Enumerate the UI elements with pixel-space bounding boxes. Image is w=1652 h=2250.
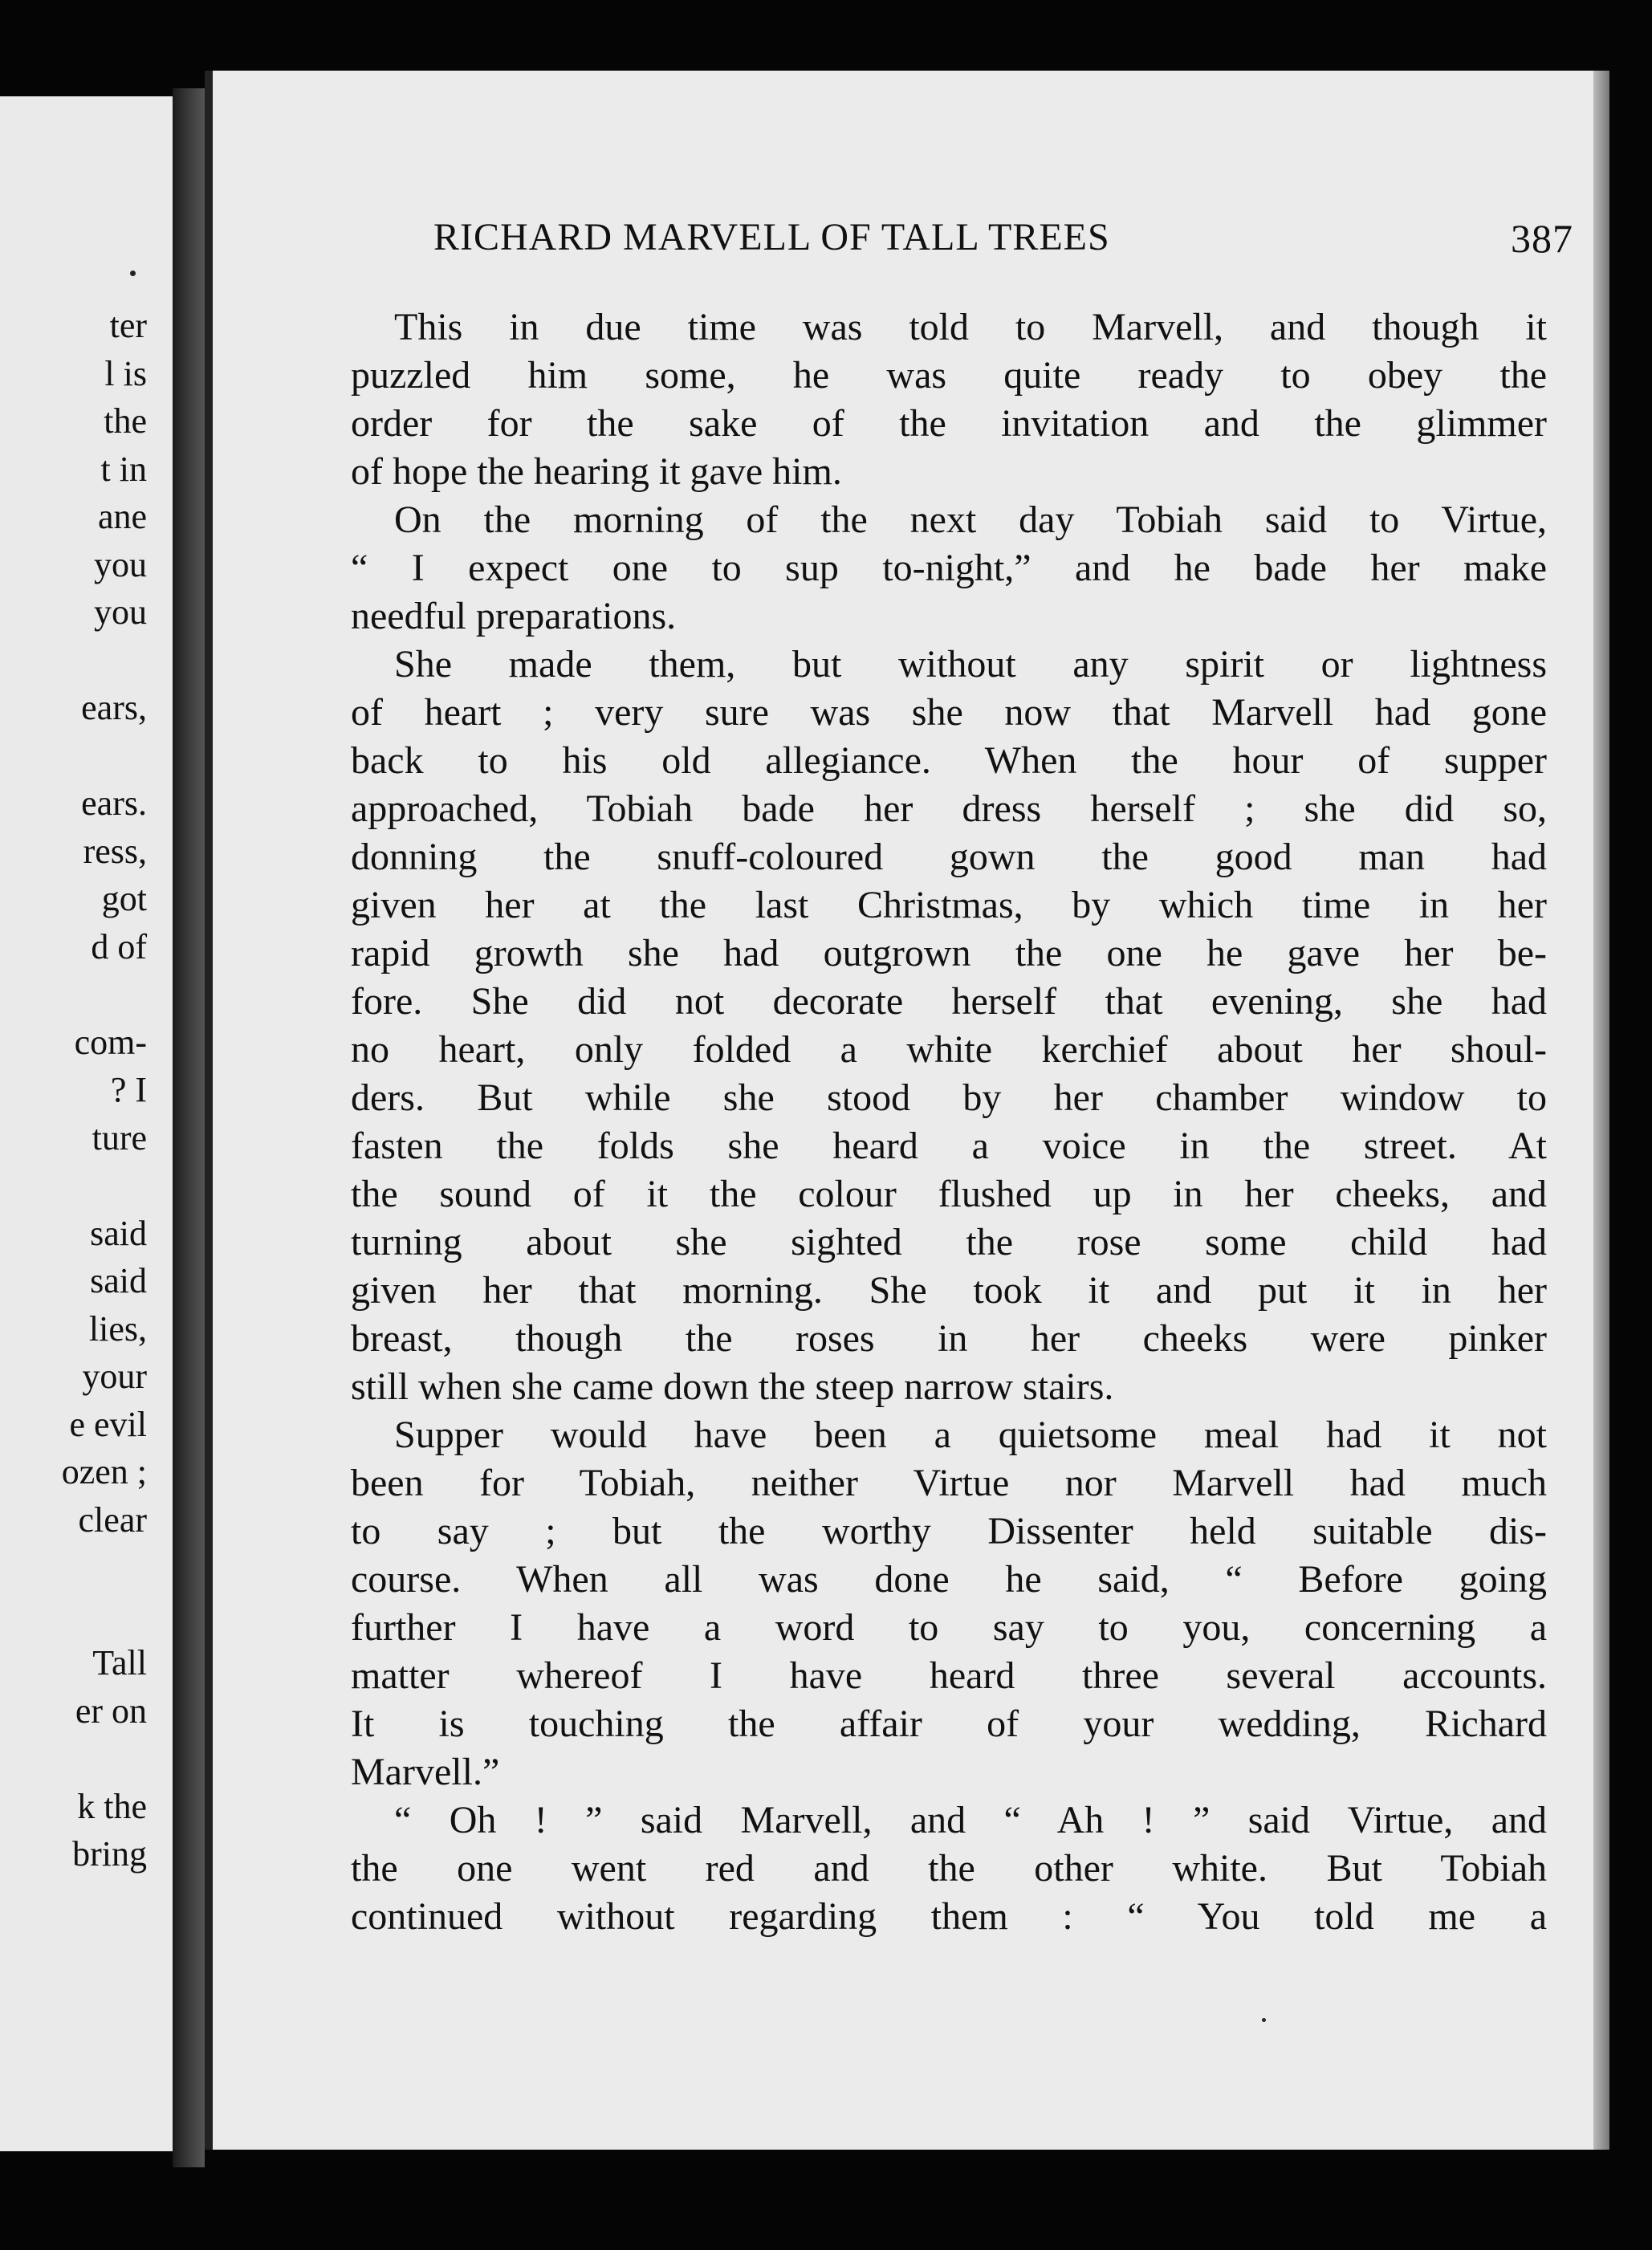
previous-page-line-fragment: ? I [110, 1070, 147, 1109]
text-line: order for the sake of the invitation and the glimmer [351, 402, 1547, 445]
previous-page-line-fragment: said [90, 1213, 147, 1253]
previous-page-line-fragment: ears. [81, 783, 147, 823]
text-line: breast, though the roses in her cheeks were pinker [351, 1317, 1547, 1360]
previous-page-line-fragment: ears, [81, 688, 147, 727]
text-line: been for Tobiah, neither Virtue nor Marvell had much [351, 1462, 1547, 1504]
text-line: given her at the last Christmas, by which time in her [351, 884, 1547, 926]
previous-page-line-fragment: clear [78, 1499, 147, 1540]
previous-page-line-fragment: com- [74, 1022, 147, 1062]
text-line: approached, Tobiah bade her dress herself ; she did so, [351, 787, 1547, 830]
text-line: matter whereof I have heard three several accounts. [351, 1654, 1547, 1697]
previous-page-line-fragment: l is [104, 353, 147, 393]
previous-page-line-fragment: ane [97, 497, 147, 536]
text-line: fasten the folds she heard a voice in the street. At [351, 1125, 1547, 1167]
previous-page-line-fragment: t in [100, 449, 147, 489]
text-line: She made them, but without any spirit or lightness [394, 643, 1547, 686]
book-gutter [173, 88, 205, 2167]
previous-page-line-fragment: bring [72, 1834, 147, 1874]
previous-page-line-fragment: you [94, 592, 147, 632]
previous-page-line-fragment: er on [75, 1691, 147, 1731]
text-line: This in due time was told to Marvell, and though it [394, 306, 1547, 348]
previous-page-line-fragment: k the [77, 1786, 147, 1826]
text-line: needful preparations. [351, 595, 677, 637]
previous-page-line-fragment: the [104, 401, 147, 441]
text-line: given her that morning. She took it and put it in her [351, 1269, 1547, 1312]
previous-page-line-fragment: lies, [88, 1308, 147, 1349]
previous-page-line-fragment: d of [91, 926, 147, 966]
page-edge [1593, 71, 1609, 2150]
text-line: Supper would have been a quietsome meal had it not [394, 1414, 1547, 1456]
text-line: of heart ; very sure was she now that Marvell had gone [351, 691, 1547, 734]
text-line: to say ; but the worthy Dissenter held suitable dis- [351, 1510, 1547, 1552]
text-line: It is touching the affair of your wedding, Richard [351, 1703, 1547, 1745]
text-line: “ Oh ! ” said Marvell, and “ Ah ! ” said Virtue, and [394, 1799, 1547, 1841]
text-line: back to his old allegiance. When the hour of supper [351, 739, 1547, 782]
text-line: rapid growth she had outgrown the one he gave her be- [351, 932, 1547, 974]
text-line: ders. But while she stood by her chamber window to [351, 1076, 1547, 1119]
text-line: of hope the hearing it gave him. [351, 450, 842, 493]
previous-page-fragment [0, 96, 173, 2151]
previous-page-line-fragment: ozen ; [61, 1452, 147, 1491]
text-line: the one went red and the other white. But Tobiah [351, 1847, 1547, 1890]
previous-page-line-fragment: said [90, 1261, 147, 1300]
text-line: On the morning of the next day Tobiah said to Virtue, [394, 498, 1547, 541]
text-line: continued without regarding them : “ You told me a [351, 1895, 1547, 1938]
previous-page-line-fragment: got [101, 879, 147, 918]
previous-page-line-fragment: ture [92, 1117, 147, 1158]
text-line: turning about she sighted the rose some child had [351, 1221, 1547, 1263]
previous-page-line-fragment: e evil [69, 1404, 147, 1444]
running-title: RICHARD MARVELL OF TALL TREES [433, 216, 1110, 258]
text-line: still when she came down the steep narrow stairs. [351, 1365, 1114, 1408]
text-line: “ I expect one to sup to-night,” and he bade her make [351, 547, 1547, 589]
text-line: the sound of it the colour flushed up in her cheeks, and [351, 1173, 1547, 1215]
page-number: 387 [1511, 216, 1573, 261]
text-line: Marvell.” [351, 1751, 500, 1793]
dust-speck [1262, 2018, 1266, 2022]
previous-page-line-fragment: ter [109, 306, 147, 345]
previous-page-line-fragment: Tall [92, 1643, 147, 1682]
body-text [351, 303, 1547, 1941]
dust-speck [130, 271, 136, 276]
previous-page-line-fragment: you [94, 544, 147, 584]
text-line: puzzled him some, he was quite ready to obey the [351, 354, 1547, 397]
previous-page-line-fragment: ress, [83, 831, 147, 871]
text-line: donning the snuff-coloured gown the good man had [351, 836, 1547, 878]
previous-page-line-fragment: your [82, 1357, 147, 1396]
text-line: course. When all was done he said, “ Before going [351, 1558, 1547, 1601]
text-line: no heart, only folded a white kerchief about her shoul- [351, 1028, 1547, 1071]
text-line: further I have a word to say to you, concerning a [351, 1606, 1547, 1649]
text-line: fore. She did not decorate herself that evening, she had [351, 980, 1547, 1023]
